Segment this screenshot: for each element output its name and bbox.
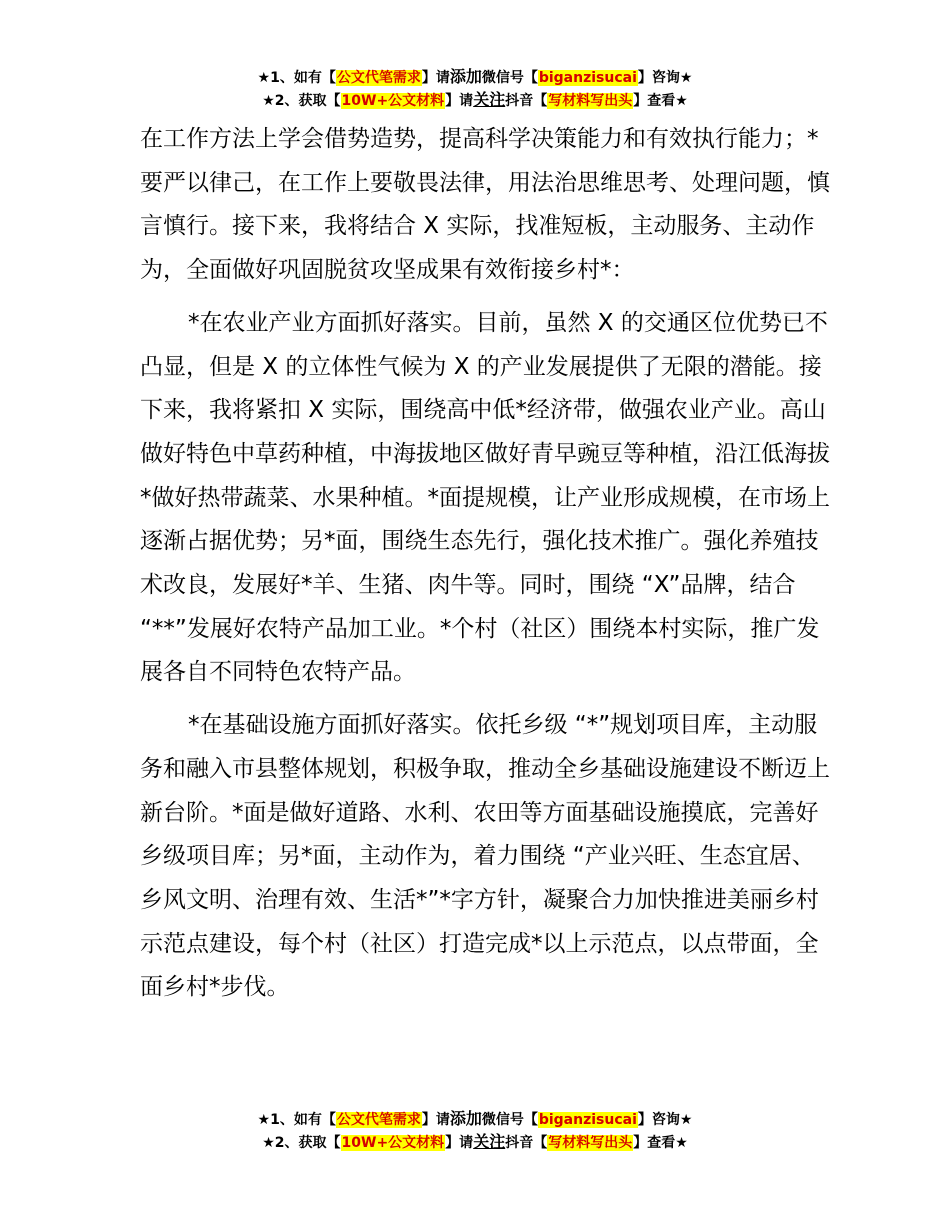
footer-line1-mid1: 】请 <box>421 1112 450 1128</box>
header-line2-mid1: 】请 <box>445 93 474 109</box>
header-line2-highlight-materials: 10W+公文材料 <box>341 93 445 109</box>
header-line1-mid2: 微信号【 <box>481 70 538 86</box>
footer-line2-highlight-materials: 10W+公文材料 <box>341 1135 445 1151</box>
body-paragraph-2: *在农业产业方面抓好落实。目前，虽然 X 的交通区位优势已不凸显，但是 X 的立体性气候为 X 的产业发展提供了无限的潜能。接下来，我将紧扣 X 实际，围绕高中低*经济带，做强农业产业。高山做好特色中草药种植，中海拔地区做好青早豌豆等种植，沿江低海拔*做好热带蔬菜、水果种植。*面提规模，让产业形成规模，在市场上逐渐占据优势；另*面，围绕生态先行，强化技术推广。强化养殖技术改良，发展好*羊、生猪、肉牛等。同时，围绕 “X”品牌，结合 “**”发展好农特产品加工业。*个村（社区）围绕本村实际，推广发展各自不同特色农特产品。 <box>140 309 830 686</box>
header-line1-highlight-wechat: biganzisucai <box>538 70 637 86</box>
footer-line1-suffix: 】咨询★ <box>637 1112 693 1128</box>
header-line1-strong: 添加 <box>449 67 482 86</box>
header-line1-highlight-service: 公文代笔需求 <box>336 70 421 86</box>
footer-line2-suffix: 】查看★ <box>633 1135 688 1151</box>
footer-promo-line-2 <box>0 1131 950 1154</box>
header-promo-line-1 <box>0 66 950 89</box>
header-line1-mid1: 】请 <box>421 70 450 86</box>
footer-line1-prefix: ★1、如有【 <box>257 1112 336 1128</box>
header-line2-strong: 关注 <box>473 90 506 109</box>
footer-line2-strong: 关注 <box>473 1132 506 1151</box>
header-line1-prefix: ★1、如有【 <box>257 70 336 86</box>
document-body <box>140 118 830 1010</box>
footer-line1-mid2: 微信号【 <box>481 1112 538 1128</box>
footer-line1-strong: 添加 <box>449 1109 482 1128</box>
footer-line2-prefix: ★2、获取【 <box>262 1135 341 1151</box>
footer-line1-highlight-service: 公文代笔需求 <box>336 1112 421 1128</box>
footer-line2-mid1: 】请 <box>445 1135 474 1151</box>
footer-promo-line-1 <box>0 1108 950 1131</box>
body-paragraph-1: 在工作方法上学会借势造势，提高科学决策能力和有效执行能力；*要严以律己，在工作上要敬畏法律，用法治思维思考、处理问题，慎言慎行。接下来，我将结合 X 实际，找准短板，主动服务、主动作为，全面做好巩固脱贫攻坚成果有效衔接乡村*： <box>140 126 830 284</box>
footer-line2-mid2: 抖音【 <box>505 1135 548 1151</box>
footer-line2-highlight-douyin: 写材料写出头 <box>548 1135 633 1151</box>
header-line2-suffix: 】查看★ <box>633 93 688 109</box>
header-line2-highlight-douyin: 写材料写出头 <box>548 93 633 109</box>
header-line2-prefix: ★2、获取【 <box>262 93 341 109</box>
header-promo-line-2 <box>0 89 950 112</box>
body-paragraph-3: *在基础设施方面抓好落实。依托乡级 “*”规划项目库，主动服务和融入市县整体规划，积极争取，推动全乡基础设施建设不断迈上新台阶。*面是做好道路、水利、农田等方面基础设施摸底，完善好乡级项目库；另*面，主动作为，着力围绕 “产业兴旺、生态宜居、乡风文明、治理有效、生活*”*字方针，凝聚合力加快推进美丽乡村示范点建设，每个村（社区）打造完成*以上示范点，以点带面，全面乡村*步伐。 <box>140 712 830 1001</box>
footer-promo <box>0 1108 950 1154</box>
footer-line1-highlight-wechat: biganzisucai <box>538 1112 637 1128</box>
header-promo <box>0 66 950 112</box>
header-line2-mid2: 抖音【 <box>505 93 548 109</box>
header-line1-suffix: 】咨询★ <box>637 70 693 86</box>
